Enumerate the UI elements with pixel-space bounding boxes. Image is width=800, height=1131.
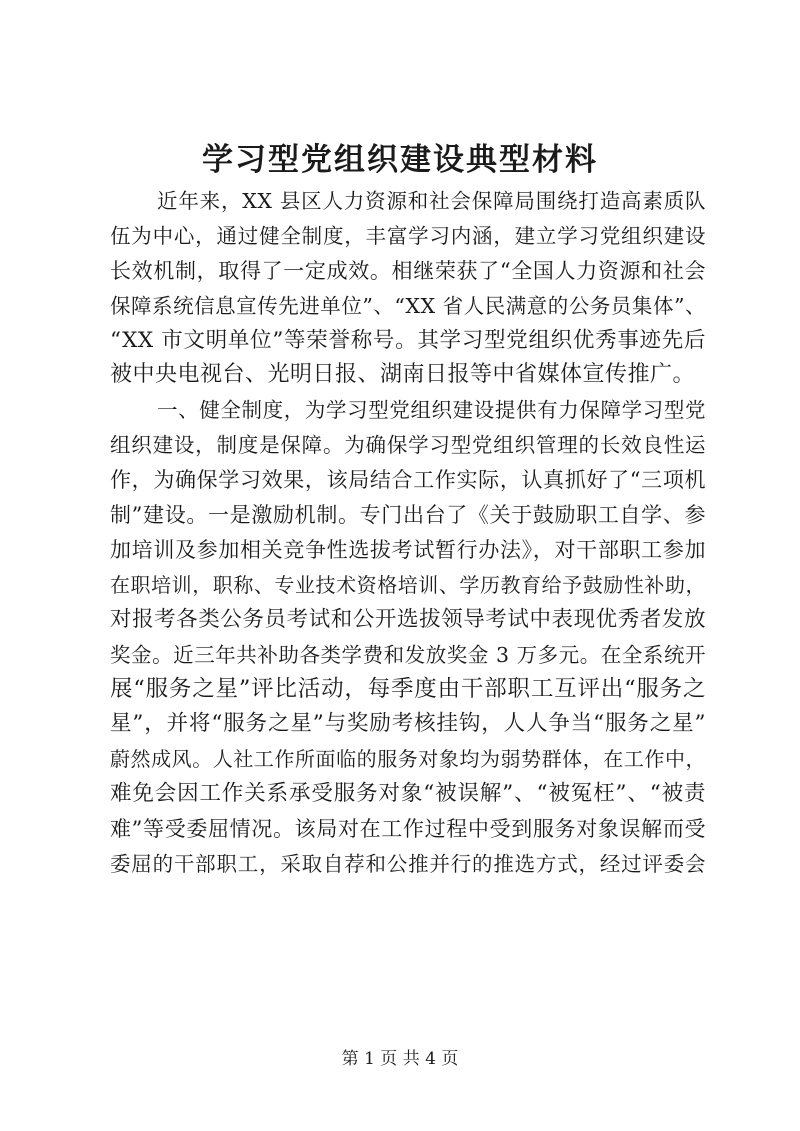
- paragraph-line: “XX 市文明单位”等荣誉称号。其学习型党组织优秀事迹先后: [110, 327, 706, 353]
- page-footer: 第 1 页 共 4 页: [341, 1049, 459, 1069]
- paragraph-line: 加培训及参加相关竞争性选拔考试暂行办法》，对干部职工参加: [110, 537, 706, 562]
- document-title: 学习型党组织建设典型材料: [202, 142, 598, 178]
- paragraph-line: 难”等受委屈情况。该局对在工作过程中受到服务对象误解而受: [110, 817, 706, 842]
- paragraph-line: 伍为中心，通过健全制度，丰富学习内涵，建立学习党组织建设: [110, 223, 706, 248]
- paragraph-line: 近年来，XX 县区人力资源和社会保障局围绕打造高素质队: [157, 189, 706, 213]
- paragraph-line: 蔚然成风。人社工作所面临的服务对象均为弱势群体，在工作中，: [110, 747, 706, 772]
- paragraph-line: 难免会因工作关系承受服务对象“被误解”、“被冤枉”、“被责: [110, 781, 706, 807]
- paragraph-line: 星”，并将“服务之星”与奖励考核挂钩，人人争当“服务之星”: [110, 711, 706, 737]
- paragraph-line: 制”建设。一是激励机制。专门出台了《关于鼓励职工自学、参: [110, 503, 706, 528]
- paragraph-line: 展“服务之星”评比活动，每季度由干部职工互评出“服务之: [110, 676, 706, 703]
- paragraph-line: 长效机制，取得了一定成效。相继荣获了“全国人力资源和社会: [110, 258, 706, 283]
- paragraph-line: 被中央电视台、光明日报、湖南日报等中省媒体宣传推广。: [110, 362, 696, 388]
- paragraph-line: 对报考各类公务员考试和公开选拔领导考试中表现优秀者发放: [110, 606, 706, 632]
- document-body: [110, 184, 706, 882]
- paragraph-line: 在职培训，职称、专业技术资格培训、学历教育给予鼓励性补助，: [110, 572, 706, 597]
- paragraph-line: 一、健全制度，为学习型党组织建设提供有力保障学习型党: [157, 398, 706, 423]
- paragraph-line: 组织建设，制度是保障。为确保学习型党组织管理的长效良性运: [110, 433, 706, 458]
- paragraph-line: 奖金。近三年共补助各类学费和发放奖金 3 万多元。在全系统开: [110, 642, 706, 667]
- paragraph-line: 作，为确保学习效果，该局结合工作实际，认真抓好了“三项机: [110, 468, 706, 493]
- paragraph-line: 委屈的干部职工，采取自荐和公推并行的推选方式，经过评委会: [110, 851, 706, 876]
- paragraph-line: 保障系统信息宣传先进单位”、“XX 省人民满意的公务员集体”、: [110, 293, 706, 318]
